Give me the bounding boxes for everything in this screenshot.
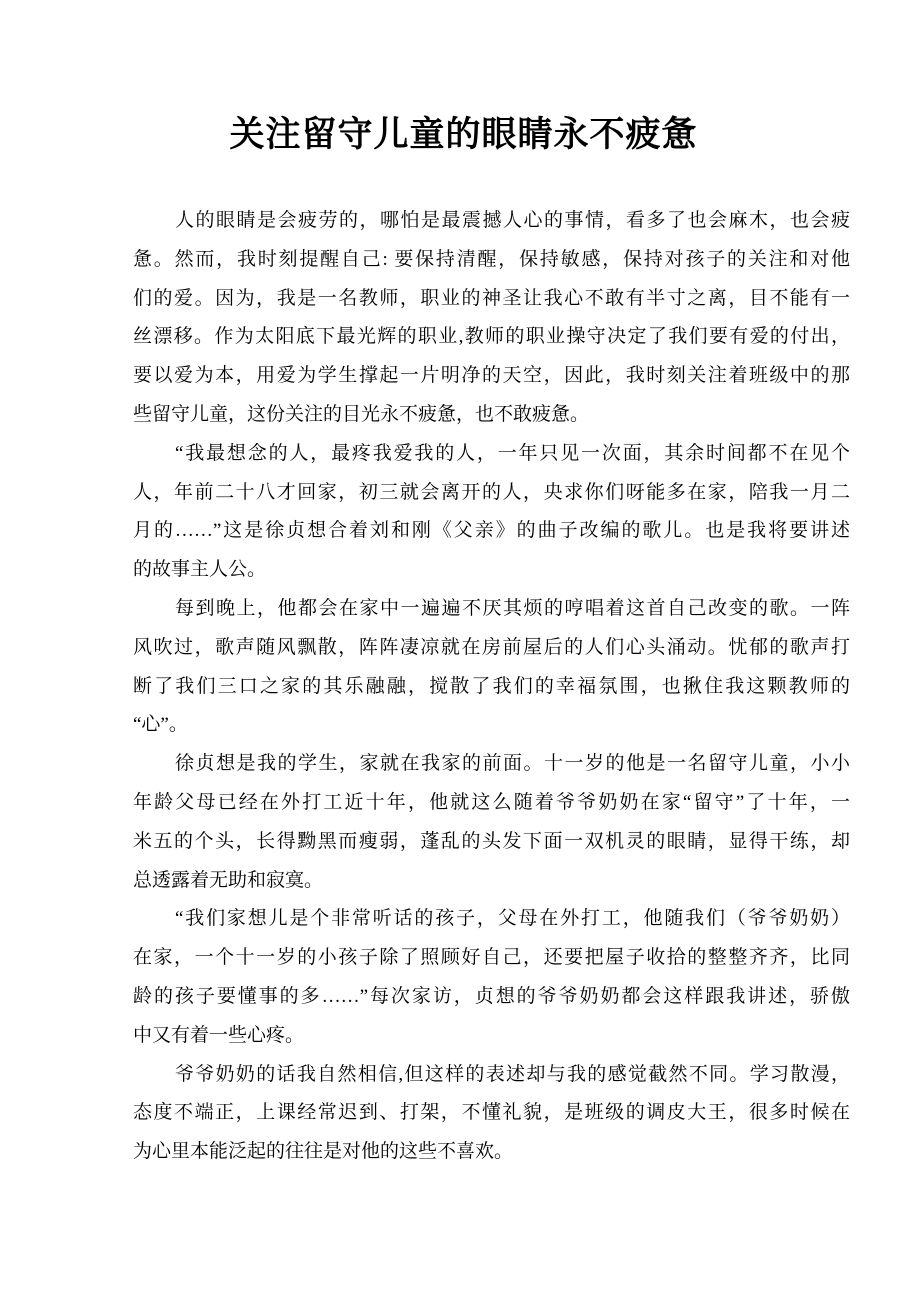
text-line: 在家，一个十一岁的小孩子除了照顾好自己，还要把屋子收拾的整整齐齐，比同 [133, 947, 850, 969]
text-line: 为心里本能泛起的往往是对他的这些不喜欢。 [133, 1141, 514, 1163]
text-line: 丝漂移。作为太阳底下最光辉的职业,教师的职业操守决定了我们要有爱的付出， [133, 326, 850, 348]
text-line: 每到晚上，他都会在家中一遍遍不厌其烦的哼唱着这首自己改变的歌。一阵 [175, 597, 850, 619]
text-line: 月的……”这是徐贞想合着刘和刚《父亲》的曲子改编的歌儿。也是我将要讲述 [133, 520, 850, 542]
text-line: 惫。然而，我时刻提醒自己: 要保持清醒，保持敏感，保持对孩子的关注和对他 [133, 248, 850, 270]
text-line: 态度不端正，上课经常迟到、打架，不懂礼貌，是班级的调皮大王，很多时候在 [133, 1102, 850, 1124]
text-line: 龄的孩子要懂事的多……”每次家访，贞想的爷爷奶奶都会这样跟我讲述，骄傲 [133, 985, 850, 1007]
text-line: 人，年前二十八才回家，初三就会离开的人，央求你们呀能多在家，陪我一月二 [133, 481, 850, 503]
paragraph [133, 435, 850, 590]
paragraph [133, 745, 850, 900]
text-line: 总透露着无助和寂寞。 [133, 869, 324, 891]
text-line: 爷爷奶奶的话我自然相信,但这样的表述却与我的感觉截然不同。学习散漫， [175, 1063, 850, 1085]
text-line: 些留守儿童，这份关注的目光永不疲惫，也不敢疲惫。 [133, 403, 590, 425]
text-line: 们的爱。因为，我是一名教师，职业的神圣让我心不敢有半寸之离，目不能有一 [133, 287, 850, 309]
text-line: 年龄父母已经在外打工近十年，他就这么随着爷爷奶奶在家“留守”了十年，一 [133, 791, 850, 813]
text-line: 人的眼睛是会疲劳的，哪怕是最震撼人心的事情，看多了也会麻木，也会疲 [175, 210, 850, 231]
text-line: 中又有着一些心疼。 [133, 1024, 305, 1046]
text-line: “我最想念的人，最疼我爱我的人，一年只见一次面，其余时间都不在见个 [175, 442, 850, 464]
paragraph [133, 590, 850, 745]
text-line: 米五的个头，长得黝黑而瘦弱，蓬乱的头发下面一双机灵的眼睛，显得干练，却 [133, 830, 850, 852]
document-title: 关注留守儿童的眼睛永不疲惫 [229, 115, 698, 154]
text-line: 要以爱为本，用爱为学生撑起一片明净的天空，因此，我时刻关注着班级中的那 [133, 365, 850, 387]
document-body [133, 202, 850, 1172]
text-line: 断了我们三口之家的其乐融融，搅散了我们的幸福氛围，也揪住我这颗教师的 [133, 675, 850, 697]
paragraph [133, 1056, 850, 1172]
text-line: 风吹过，歌声随风飘散，阵阵凄凉就在房前屋后的人们心头涌动。忧郁的歌声打 [133, 636, 850, 658]
text-line: 的故事主人公。 [133, 559, 267, 581]
text-line: “我们家想儿是个非常听话的孩子，父母在外打工，他随我们（爷爷奶奶） [175, 908, 850, 930]
paragraph [133, 900, 850, 1055]
paragraph [133, 202, 850, 435]
text-line: 徐贞想是我的学生，家就在我家的前面。十一岁的他是一名留守儿童，小小 [175, 753, 850, 775]
text-line: “心”。 [133, 714, 188, 736]
